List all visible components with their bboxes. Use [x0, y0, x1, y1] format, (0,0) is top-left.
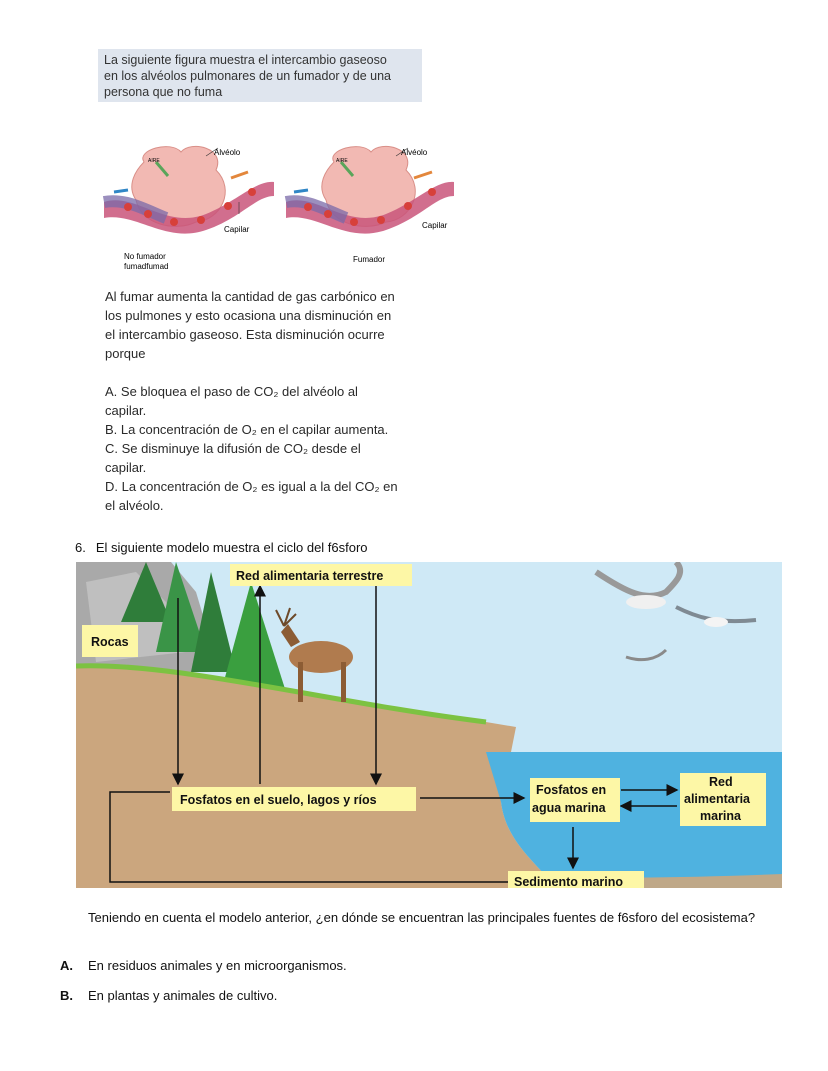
fumador-label: Fumador	[353, 255, 386, 264]
no-fumador-label: No fumador	[124, 252, 166, 261]
red-marina-line-3: marina	[700, 809, 741, 823]
question-6-option-b	[60, 988, 277, 1003]
option-c-line-2: capilar.	[105, 460, 147, 475]
red-terrestre-label: Red alimentaria terrestre	[236, 569, 384, 583]
right-capilar-label: Capilar	[422, 221, 448, 230]
option-b-letter: B.	[60, 988, 73, 1003]
right-alveolo-label: Alvéolo	[401, 148, 428, 157]
rocas-label: Rocas	[91, 635, 129, 649]
intro-line-1: La siguiente figura muestra el intercambio gaseoso	[104, 53, 387, 67]
question-6-option-a	[60, 958, 347, 973]
aire-label-left: AIRE	[148, 158, 160, 164]
option-c-line-1: C. Se disminuye la difusión de CO₂ desde el	[105, 441, 361, 456]
aire-label-right: AIRE	[336, 158, 348, 164]
option-a-letter: A.	[60, 958, 73, 973]
left-alveolo-label: Alvéolo	[214, 148, 241, 157]
stem-line-4: porque	[105, 346, 146, 361]
alveoli-figure	[96, 140, 456, 280]
alveolo-no-fumador	[104, 146, 274, 271]
question-6-heading	[75, 540, 378, 555]
question-6-followup: Teniendo en cuenta el modelo anterior, ¿en dónde se encuentran las principales fuentes de f6sforo del ecosistema?	[88, 910, 756, 925]
intro-box	[98, 49, 422, 102]
intro-line-2: en los alvéolos pulmonares de un fumador y de una	[104, 69, 391, 83]
stem-line-3: el intercambio gaseoso. Esta disminución ocurre	[105, 327, 385, 342]
stem-line-2: los pulmones y esto ocasiona una disminución en	[105, 308, 392, 323]
option-a-line-1: A. Se bloquea el paso de CO₂ del alvéolo al	[105, 384, 358, 399]
phosphorus-cycle-diagram	[76, 562, 782, 888]
fosfatos-agua-line-2: agua marina	[532, 801, 606, 815]
sedimento-label: Sedimento marino	[514, 875, 624, 888]
question-6-number: 6.	[75, 540, 86, 555]
question-6-title: El siguiente modelo muestra el ciclo del f6sforo	[95, 540, 368, 555]
red-marina-line-1: Red	[709, 775, 733, 789]
fosfatos-agua-line-1: Fosfatos en	[536, 783, 607, 797]
option-b-text: En plantas y animales de cultivo.	[88, 988, 278, 1003]
question-5-stem	[105, 287, 443, 363]
stem-line-1: Al fumar aumenta la cantidad de gas carbónico en	[105, 289, 395, 304]
question-5-options	[105, 382, 443, 515]
red-marina-line-2: alimentaria	[684, 792, 751, 806]
left-capilar-label: Capilar	[224, 225, 250, 234]
option-a-line-2: capilar.	[105, 403, 147, 418]
intro-line-3: persona que no fuma	[104, 85, 223, 99]
option-a-text: En residuos animales y en microorganismos.	[88, 958, 347, 973]
option-b-line-1: B. La concentración de O₂ en el capilar aumenta.	[105, 422, 389, 437]
option-d-line-2: el alvéolo.	[105, 498, 164, 513]
option-d-line-1: D. La concentración de O₂ es igual a la del CO₂ en	[105, 479, 398, 494]
fumad-label: fumadfumad	[124, 262, 169, 271]
fosfatos-suelo-label: Fosfatos en el suelo, lagos y ríos	[180, 793, 377, 807]
alveolo-fumador	[286, 146, 454, 264]
intro-text	[98, 49, 422, 103]
